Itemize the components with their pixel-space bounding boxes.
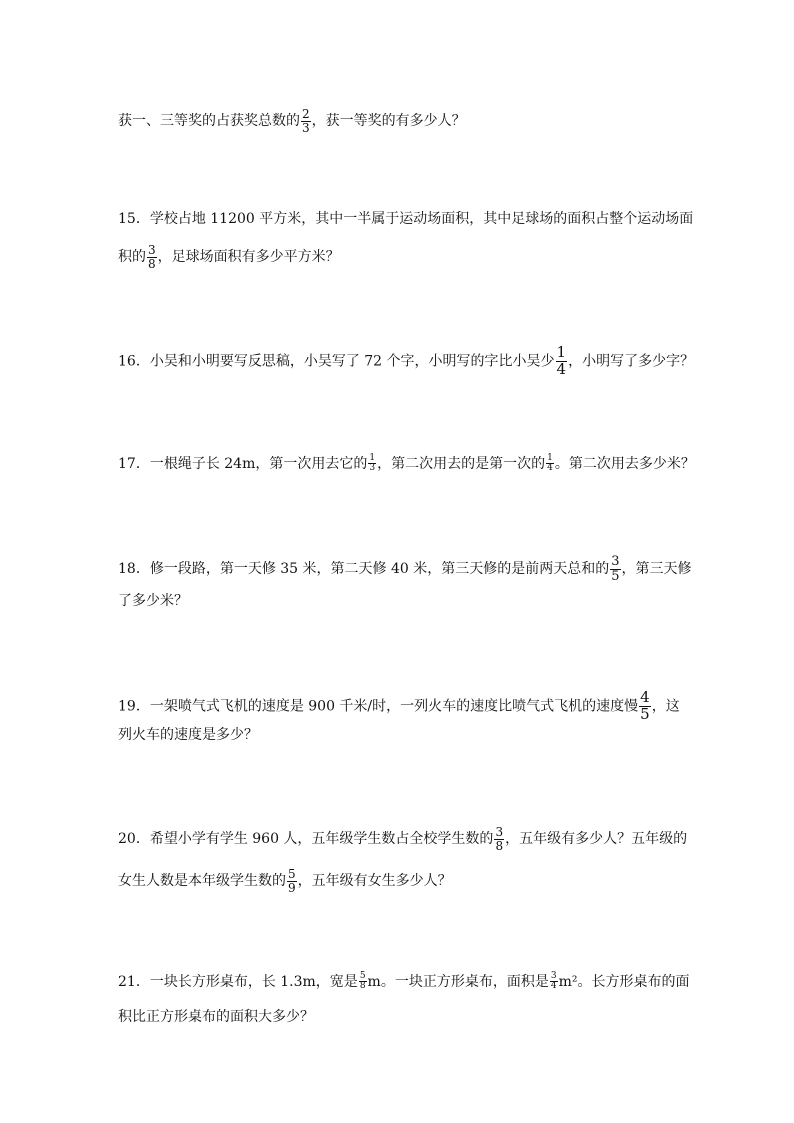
fraction-numerator: 3 — [550, 971, 557, 981]
fraction — [610, 555, 620, 583]
problem-text: m。一块正方形桌布，面积是 — [367, 973, 549, 990]
problem-text: 18．修一段路，第一天修 35 米，第二天修 40 米，第三天修的是前两天总和的 — [118, 561, 610, 578]
fraction-numerator: 5 — [359, 971, 366, 981]
fraction — [550, 972, 558, 992]
fraction — [287, 868, 297, 894]
fraction-denominator: 8 — [359, 981, 366, 992]
problem-20-line-2 — [118, 868, 452, 894]
problem-text: 20．希望小学有学生 960 人，五年级学生数占全校学生数的 — [118, 831, 494, 848]
problem-text: ，这 — [651, 698, 680, 715]
fraction — [546, 454, 554, 474]
problem-text: ，五年级有多少人？五年级的 — [505, 831, 688, 848]
problem-text: 列火车的速度是多少？ — [118, 727, 258, 743]
fraction-numerator: 3 — [495, 825, 504, 839]
problem-19-line-2 — [118, 728, 258, 742]
problem-18-line-1 — [118, 555, 692, 583]
problem-text: 女生人数是本年级学生数的 — [118, 873, 286, 890]
problem-text: 19．一架喷气式飞机的速度是 900 千米/时，一列火车的速度比喷气式飞机的速度慢 — [118, 698, 639, 715]
problem-text: 积比正方形桌布的面积大多少？ — [118, 1009, 314, 1025]
problem-text: m²。长方形桌布的面 — [558, 973, 690, 990]
fraction — [147, 244, 157, 270]
fraction-denominator: 8 — [148, 256, 156, 271]
problem-text: 了多少米？ — [118, 593, 188, 609]
fraction-denominator: 4 — [547, 463, 553, 474]
fraction-denominator: 5 — [611, 568, 620, 584]
problem-text: 21．一块长方形桌布，长 1.3m，宽是 — [118, 973, 358, 990]
problem-text: ，五年级有女生多少人？ — [297, 873, 452, 890]
fraction-denominator: 4 — [550, 981, 557, 992]
problem-text: ，第二次用去的是第一次的 — [377, 455, 546, 472]
problem-14-line-1 — [118, 108, 466, 134]
fraction-numerator: 3 — [611, 554, 620, 569]
fraction-denominator: 9 — [288, 880, 296, 895]
fraction-numerator: 1 — [369, 453, 376, 463]
problem-text: ，小明写了多少字？ — [568, 353, 695, 370]
problem-text: ，获一等奖的有多少人？ — [311, 113, 466, 130]
fraction-denominator: 8 — [495, 838, 504, 853]
problem-21-line-1 — [118, 972, 689, 992]
problem-text: 15．学校占地 11200 平方米，其中一半属于运动场面积，其中足球场的面积占整个运动场面 — [118, 211, 694, 227]
problem-15-line-1 — [118, 212, 693, 226]
fraction-denominator: 4 — [556, 359, 567, 378]
problem-16-line-1 — [118, 345, 694, 378]
fraction — [301, 108, 311, 134]
fraction — [556, 345, 568, 378]
problem-text: ，足球场面积有多少平方米？ — [157, 249, 340, 266]
problem-15-line-2 — [118, 244, 340, 270]
fraction-numerator: 3 — [148, 243, 156, 257]
fraction-denominator: 3 — [369, 463, 376, 474]
fraction-denominator: 5 — [640, 704, 650, 723]
problem-text: 17．一根绳子长 24m，第一次用去它的 — [118, 455, 368, 472]
fraction-numerator: 5 — [288, 867, 296, 881]
problem-text: 获一、三等奖的占获奖总数的 — [118, 113, 300, 130]
fraction — [359, 972, 367, 992]
problem-text: ，第三天修 — [621, 561, 692, 578]
fraction — [368, 454, 376, 474]
problem-19-line-1 — [118, 690, 680, 723]
problem-text: 。第二次用去多少米？ — [554, 455, 695, 472]
fraction-numerator: 1 — [547, 453, 553, 463]
problem-20-line-1 — [118, 826, 687, 852]
problem-text: 16．小吴和小明要写反思稿，小吴写了 72 个字，小明写的字比小吴少 — [118, 353, 555, 370]
fraction-numerator: 1 — [556, 343, 567, 361]
fraction-numerator: 2 — [302, 107, 310, 121]
fraction — [639, 690, 651, 723]
fraction-denominator: 3 — [302, 120, 310, 135]
problem-text: 积的 — [118, 249, 146, 266]
fraction-numerator: 4 — [640, 688, 650, 706]
problem-18-line-2 — [118, 594, 188, 608]
problem-17-line-1 — [118, 454, 695, 474]
problem-21-line-2 — [118, 1010, 314, 1024]
fraction — [494, 826, 504, 852]
